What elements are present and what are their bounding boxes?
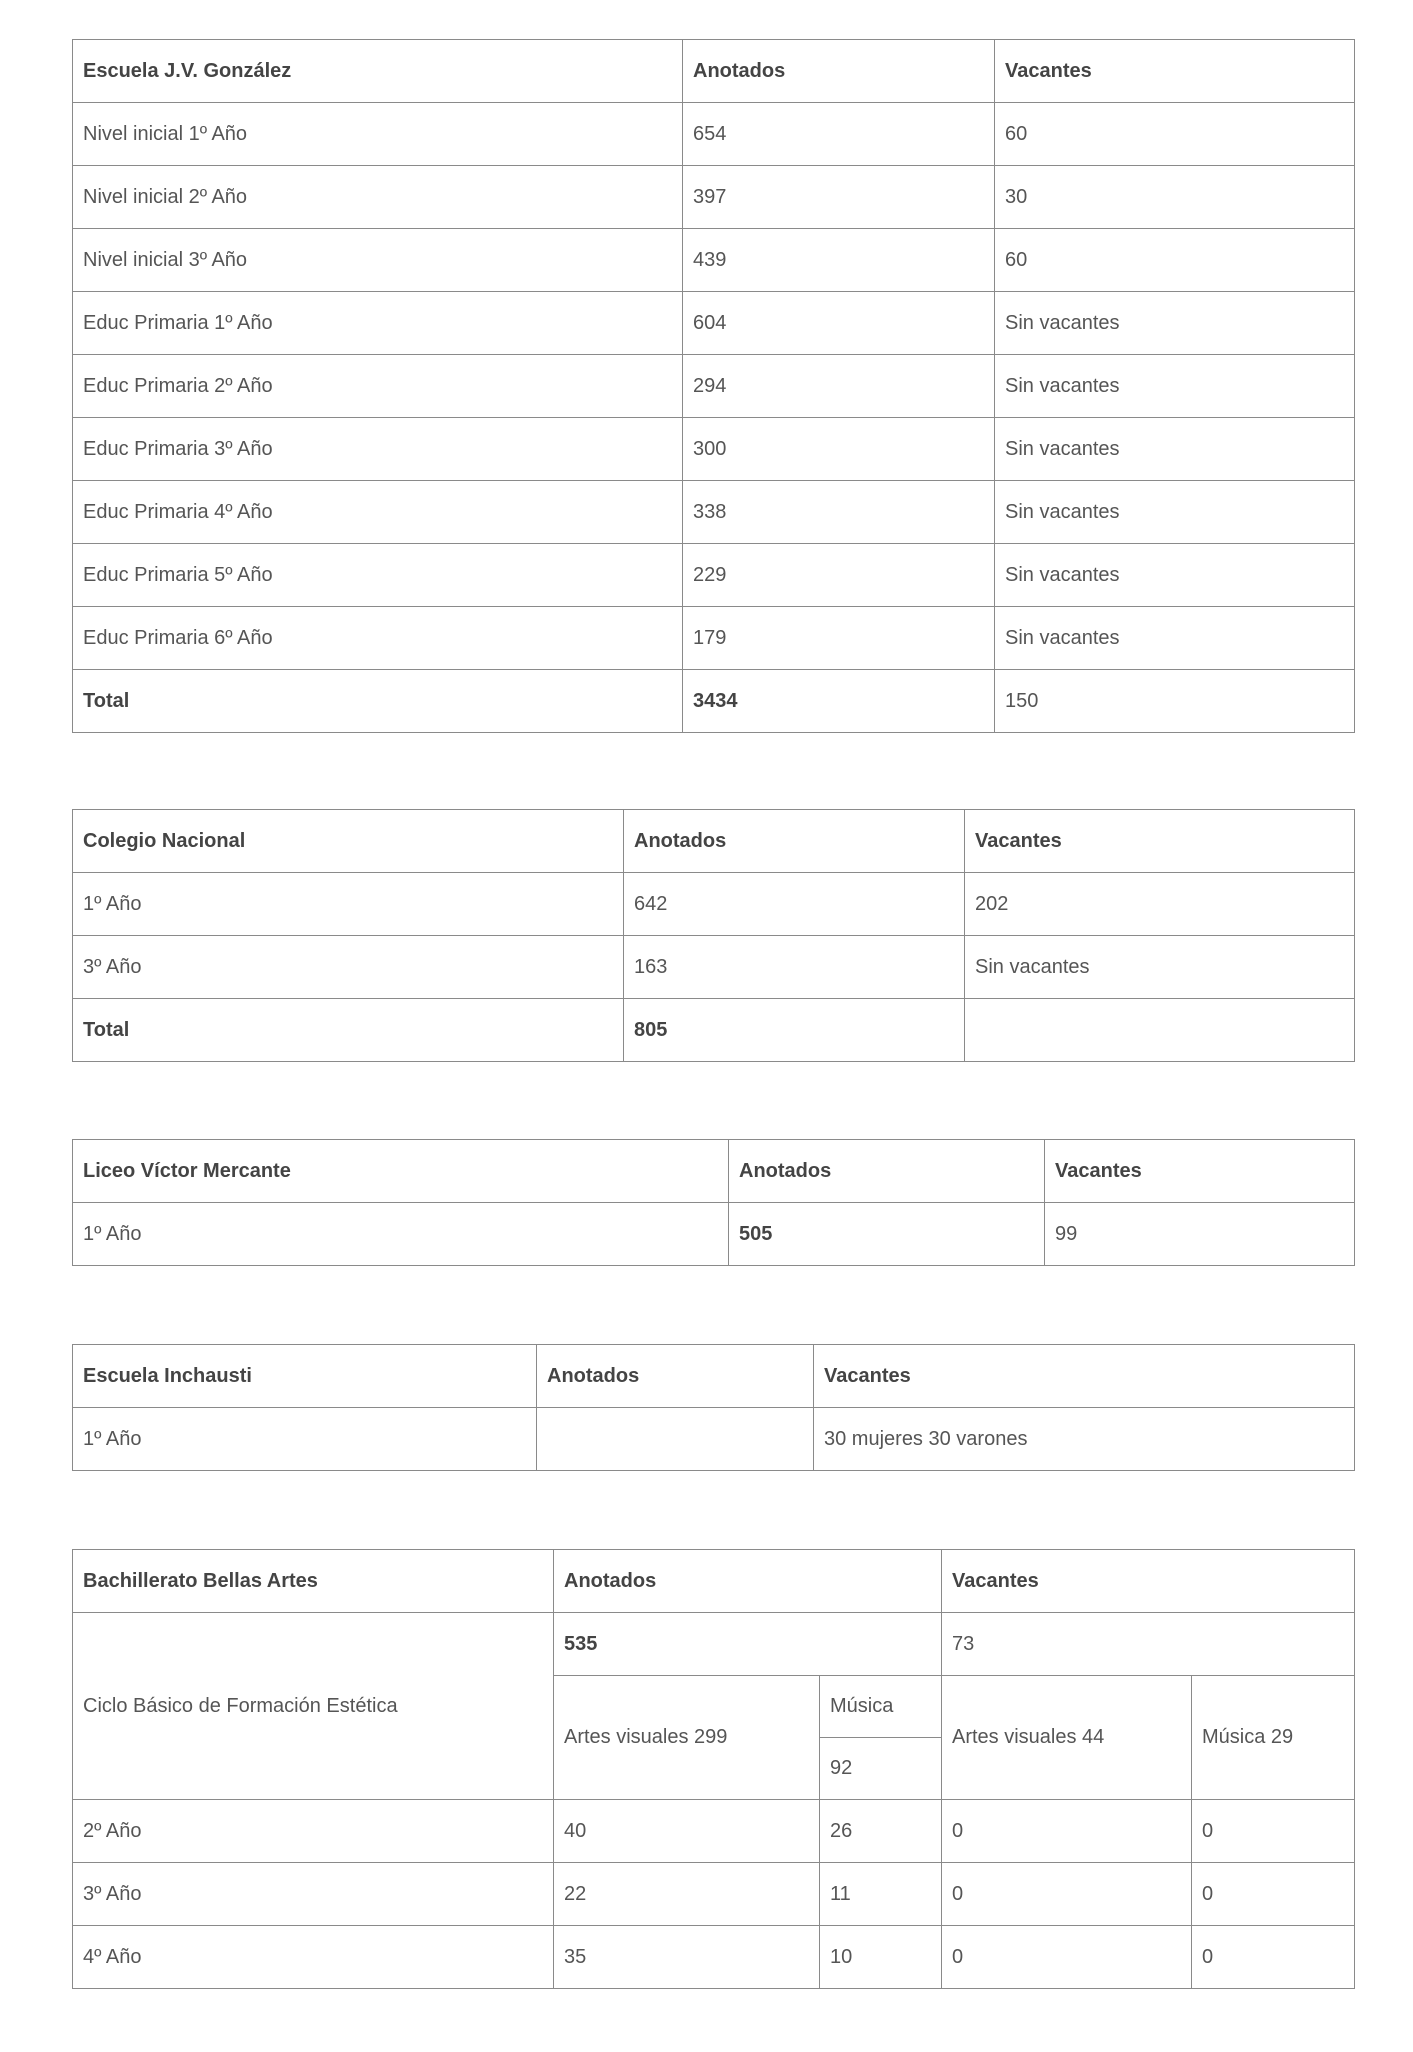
table-cell: 0 (1192, 1863, 1355, 1926)
total-anotados: 805 (624, 999, 965, 1062)
table-cell: 10 (820, 1926, 942, 1989)
table-cell: 22 (554, 1863, 820, 1926)
table-row (73, 1408, 1355, 1471)
ciclo-basico-label: Ciclo Básico de Formación Estética (73, 1613, 554, 1800)
table-cell: 99 (1045, 1203, 1355, 1266)
table-row (73, 1613, 1355, 1676)
table-header-cell: Vacantes (1045, 1140, 1355, 1203)
table-cell: 179 (683, 607, 995, 670)
anotados-musica-label: Música (820, 1676, 942, 1738)
table-cell: 1º Año (73, 873, 624, 936)
table-row (73, 607, 1355, 670)
table-row (73, 166, 1355, 229)
table-cell: 0 (942, 1800, 1192, 1863)
table-row (73, 418, 1355, 481)
table-header-cell: Anotados (554, 1550, 942, 1613)
table-row (73, 229, 1355, 292)
table-cell: 163 (624, 936, 965, 999)
table-cell: Educ Primaria 3º Año (73, 418, 683, 481)
table-header-cell: Anotados (683, 40, 995, 103)
table-cell: 60 (995, 103, 1355, 166)
table-cell: 3º Año (73, 936, 624, 999)
table-header-cell: Vacantes (814, 1345, 1355, 1408)
table-cell: 202 (965, 873, 1355, 936)
vacantes-artes-visuales: Artes visuales 44 (942, 1676, 1192, 1800)
total-label: Total (73, 670, 683, 733)
escuela-jv-gonzalez-table (72, 39, 1355, 733)
table-header-row (73, 810, 1355, 873)
table-header-row (73, 1550, 1355, 1613)
table-cell: Educ Primaria 1º Año (73, 292, 683, 355)
table-header-cell: Anotados (537, 1345, 814, 1408)
table-header-cell: Anotados (729, 1140, 1045, 1203)
table-cell: 397 (683, 166, 995, 229)
table-cell: Nivel inicial 3º Año (73, 229, 683, 292)
table-header-cell: Escuela Inchausti (73, 1345, 537, 1408)
table-cell: 654 (683, 103, 995, 166)
table-cell: 300 (683, 418, 995, 481)
table-header-cell: Vacantes (995, 40, 1355, 103)
escuela-inchausti-table (72, 1344, 1355, 1471)
table-header-cell: Escuela J.V. González (73, 40, 683, 103)
table-cell: Sin vacantes (965, 936, 1355, 999)
total-label: Total (73, 999, 624, 1062)
table-cell: 60 (995, 229, 1355, 292)
table-total-row (73, 670, 1355, 733)
table-cell: 4º Año (73, 1926, 554, 1989)
table-cell: Sin vacantes (995, 481, 1355, 544)
table-header-cell: Vacantes (942, 1550, 1355, 1613)
table-row (73, 1800, 1355, 1863)
bachillerato-bellas-artes-table (72, 1549, 1355, 1989)
table-cell: Educ Primaria 6º Año (73, 607, 683, 670)
total-vacantes (965, 999, 1355, 1062)
table-header-cell: Colegio Nacional (73, 810, 624, 873)
vacantes-total: 73 (942, 1613, 1355, 1676)
table-cell: 11 (820, 1863, 942, 1926)
table-cell: Sin vacantes (995, 292, 1355, 355)
table-cell: Sin vacantes (995, 355, 1355, 418)
table-row (73, 103, 1355, 166)
anotados-musica-value: 92 (820, 1738, 942, 1800)
table-total-row (73, 999, 1355, 1062)
vacantes-musica: Música 29 (1192, 1676, 1355, 1800)
table-cell: Nivel inicial 2º Año (73, 166, 683, 229)
total-anotados: 3434 (683, 670, 995, 733)
table-cell: 35 (554, 1926, 820, 1989)
table-row (73, 544, 1355, 607)
table-row (73, 1926, 1355, 1989)
table-cell: Educ Primaria 5º Año (73, 544, 683, 607)
table-row (73, 1863, 1355, 1926)
table-header-row (73, 40, 1355, 103)
table-cell: 40 (554, 1800, 820, 1863)
table-cell: 0 (942, 1926, 1192, 1989)
table-row (73, 481, 1355, 544)
table-header-row (73, 1345, 1355, 1408)
table-header-cell: Vacantes (965, 810, 1355, 873)
table-row (73, 355, 1355, 418)
table-cell: 1º Año (73, 1408, 537, 1471)
table-row (73, 873, 1355, 936)
table-cell: 0 (942, 1863, 1192, 1926)
table-row (73, 292, 1355, 355)
table-cell: Sin vacantes (995, 607, 1355, 670)
table-cell: Sin vacantes (995, 544, 1355, 607)
table-cell: 2º Año (73, 1800, 554, 1863)
table-row (73, 1203, 1355, 1266)
anotados-total: 535 (554, 1613, 942, 1676)
table-cell: 604 (683, 292, 995, 355)
table-cell: 338 (683, 481, 995, 544)
table-header-cell: Liceo Víctor Mercante (73, 1140, 729, 1203)
table-cell: Educ Primaria 2º Año (73, 355, 683, 418)
table-cell: 294 (683, 355, 995, 418)
table-header-cell: Anotados (624, 810, 965, 873)
table-cell: 229 (683, 544, 995, 607)
table-cell: 30 (995, 166, 1355, 229)
colegio-nacional-table (72, 809, 1355, 1062)
table-cell: 439 (683, 229, 995, 292)
table-cell: 642 (624, 873, 965, 936)
table-cell: Sin vacantes (995, 418, 1355, 481)
table-cell: 0 (1192, 1800, 1355, 1863)
table-cell: Nivel inicial 1º Año (73, 103, 683, 166)
table-cell: 505 (729, 1203, 1045, 1266)
liceo-victor-mercante-table (72, 1139, 1355, 1266)
total-vacantes: 150 (995, 670, 1355, 733)
table-row (73, 936, 1355, 999)
table-header-cell: Bachillerato Bellas Artes (73, 1550, 554, 1613)
table-cell: 26 (820, 1800, 942, 1863)
table-cell: 3º Año (73, 1863, 554, 1926)
table-cell (537, 1408, 814, 1471)
table-cell: 30 mujeres 30 varones (814, 1408, 1355, 1471)
table-cell: Educ Primaria 4º Año (73, 481, 683, 544)
anotados-artes-visuales: Artes visuales 299 (554, 1676, 820, 1800)
table-cell: 1º Año (73, 1203, 729, 1266)
table-cell: 0 (1192, 1926, 1355, 1989)
table-header-row (73, 1140, 1355, 1203)
